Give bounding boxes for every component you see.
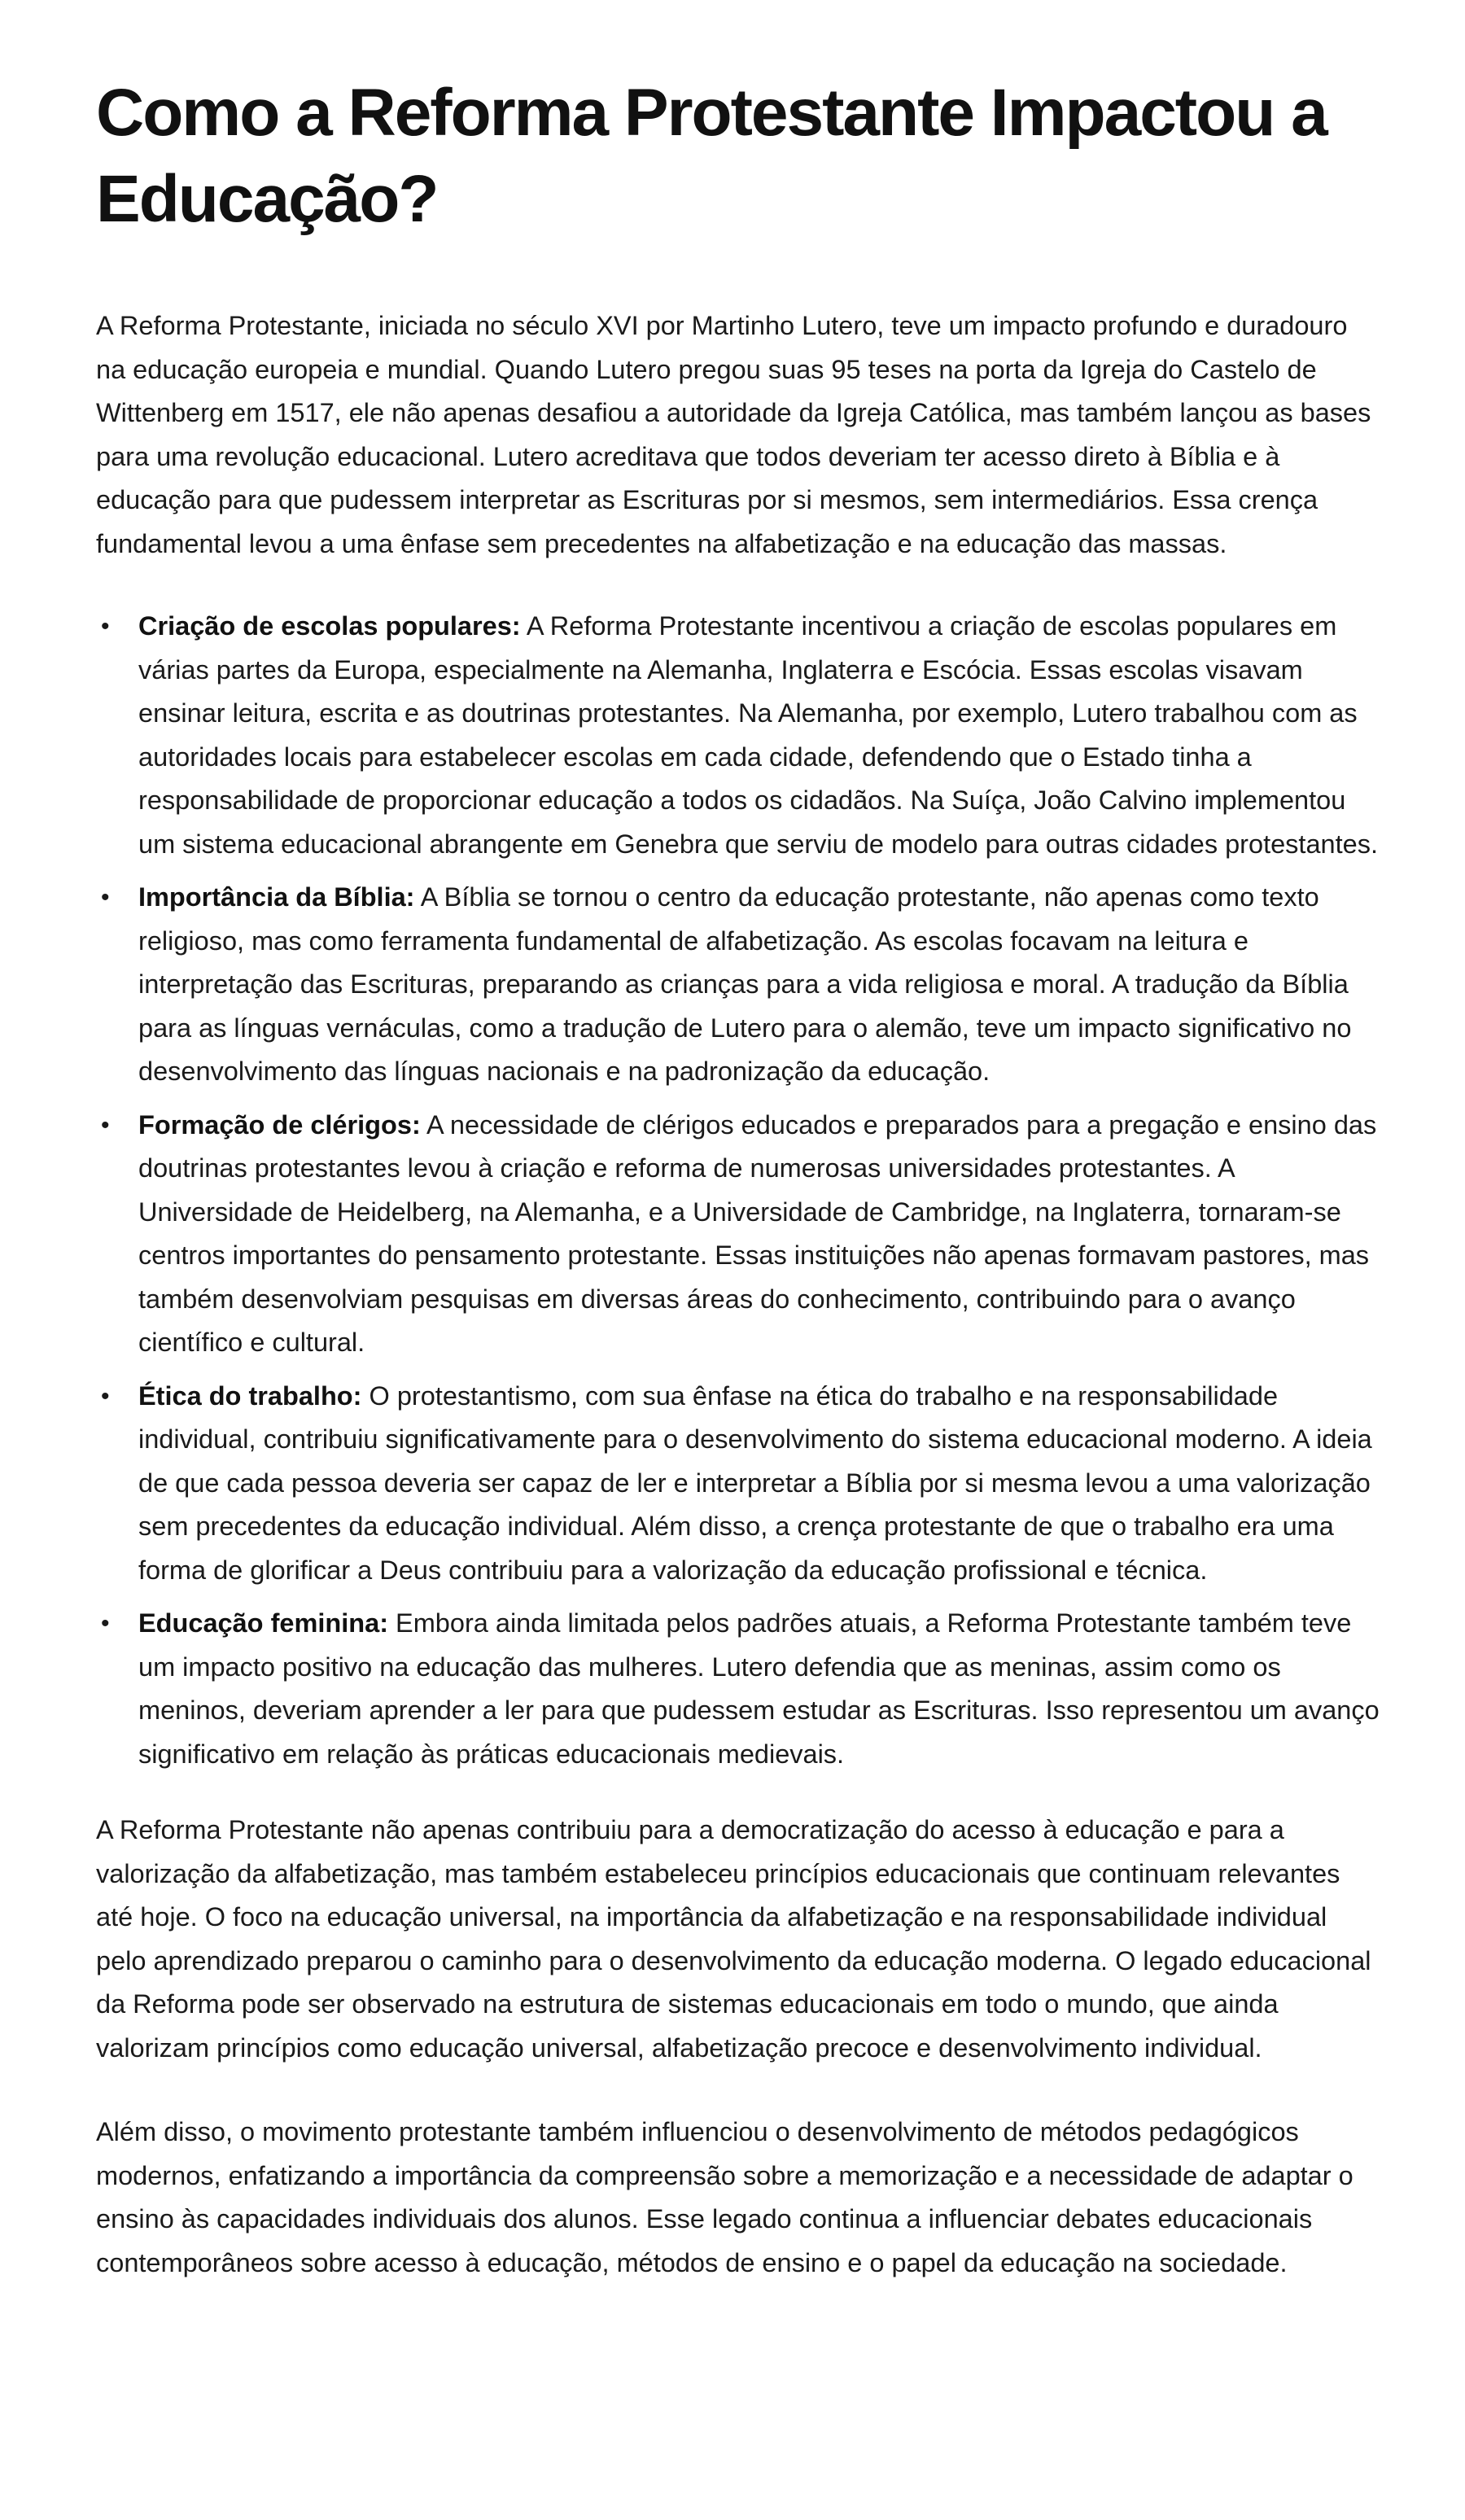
item-heading: Ética do trabalho: (138, 1380, 362, 1411)
bullet-icon: • (101, 1382, 110, 1410)
item-heading: Criação de escolas populares: (138, 611, 521, 641)
topic-list (96, 605, 1380, 1776)
item-heading: Educação feminina: (138, 1608, 389, 1638)
page-title: Como a Reforma Protestante Impactou a Educação? (96, 76, 1327, 236)
item-text: Embora ainda limitada pelos padrões atuais, a Reforma Protestante também teve um impacto positivo na educação das mulheres. Lutero defendia que as meninas, assim como os meninos, deveriam aprender a ler para que pudessem estudar as Escrituras. Isso representou um avanço significativo em relação às práticas educacionais medievais. (138, 1608, 1380, 1769)
bullet-icon: • (101, 613, 110, 640)
item-text: O protestantismo, com sua ênfase na ética do trabalho e na responsabilidade individual, contribuiu significativamente para o desenvolvimento do sistema educacional moderno. A ideia de que cada pessoa deveria ser capaz de ler e interpretar a Bíblia por si mesma levou a uma valorização sem precedentes da educação individual. Além disso, a crença protestante de que o trabalho era uma forma de glorificar a Deus contribuiu para a valorização da educação profissional e técnica. (138, 1380, 1372, 1585)
bullet-icon: • (101, 1610, 110, 1637)
intro-paragraph: A Reforma Protestante, iniciada no século XVI por Martinho Lutero, teve um impacto profundo e duradouro na educação europeia e mundial. Quando Lutero pregou suas 95 teses na porta da Igreja do Castelo de Wittenberg em 1517, ele não apenas desafiou a autoridade da Igreja Católica, mas também lançou as bases para uma revolução educacional. Lutero acreditava que todos deveriam ter acesso direto à Bíblia e à educação para que pudessem interpretar as Escrituras por si mesmos, sem intermediários. Essa crença fundamental levou a uma ênfase sem precedentes na alfabetização e na educação das massas. (96, 311, 1371, 558)
list-item (96, 1375, 1380, 1593)
item-text: A Reforma Protestante incentivou a criação de escolas populares em várias partes da Europa, especialmente na Alemanha, Inglaterra e Escócia. Essas escolas visavam ensinar leitura, escrita e as doutrinas protestantes. Na Alemanha, por exemplo, Lutero trabalhou com as autoridades locais para estabelecer escolas em cada cidade, defendendo que o Estado tinha a responsabilidade de proporcionar educação a todos os cidadãos. Na Suíça, João Calvino implementou um sistema educacional abrangente em Genebra que serviu de modelo para outras cidades protestantes. (138, 611, 1378, 859)
list-item (96, 876, 1380, 1094)
closing-paragraph: Além disso, o movimento protestante também influenciou o desenvolvimento de métodos pedagógicos modernos, enfatizando a importância da compreensão sobre a memorização e a necessidade de adaptar o ensino às capacidades individuais dos alunos. Esse legado continua a influenciar debates educacionais contemporâneos sobre acesso à educação, métodos de ensino e o papel da educação na sociedade. (96, 2117, 1353, 2277)
bullet-icon: • (101, 1111, 110, 1139)
item-text: A Bíblia se tornou o centro da educação protestante, não apenas como texto religioso, mas como ferramenta fundamental de alfabetização. As escolas focavam na leitura e interpretação das Escrituras, preparando as crianças para a vida religiosa e moral. A tradução da Bíblia para as línguas vernáculas, como a tradução de Lutero para o alemão, teve um impacto significativo no desenvolvimento das línguas nacionais e na padronização da educação. (138, 882, 1352, 1086)
item-text: A necessidade de clérigos educados e preparados para a pregação e ensino das doutrinas protestantes levou à criação e reforma de numerosas universidades protestantes. A Universidade de Heidelberg, na Alemanha, e a Universidade de Cambridge, na Inglaterra, tornaram-se centros importantes do pensamento protestante. Essas instituições não apenas formavam pastores, mas também desenvolviam pesquisas em diversas áreas do conhecimento, contribuindo para o avanço científico e cultural. (138, 1109, 1377, 1357)
list-item (96, 1104, 1380, 1365)
list-item (96, 1602, 1380, 1776)
item-heading: Formação de clérigos: (138, 1109, 421, 1140)
list-item (96, 605, 1380, 866)
item-heading: Importância da Bíblia: (138, 882, 415, 912)
bullet-icon: • (101, 884, 110, 911)
closing-paragraph: A Reforma Protestante não apenas contribuiu para a democratização do acesso à educação e para a valorização da alfabetização, mas também estabeleceu princípios educacionais que continuam relevantes até hoje. O foco na educação universal, na importância da alfabetização e na responsabilidade individual pelo aprendizado preparou o caminho para o desenvolvimento da educação moderna. O legado educacional da Reforma pode ser observado na estrutura de sistemas educacionais em todo o mundo, que ainda valorizam princípios como educação universal, alfabetização precoce e desenvolvimento individual. (96, 1815, 1371, 2063)
